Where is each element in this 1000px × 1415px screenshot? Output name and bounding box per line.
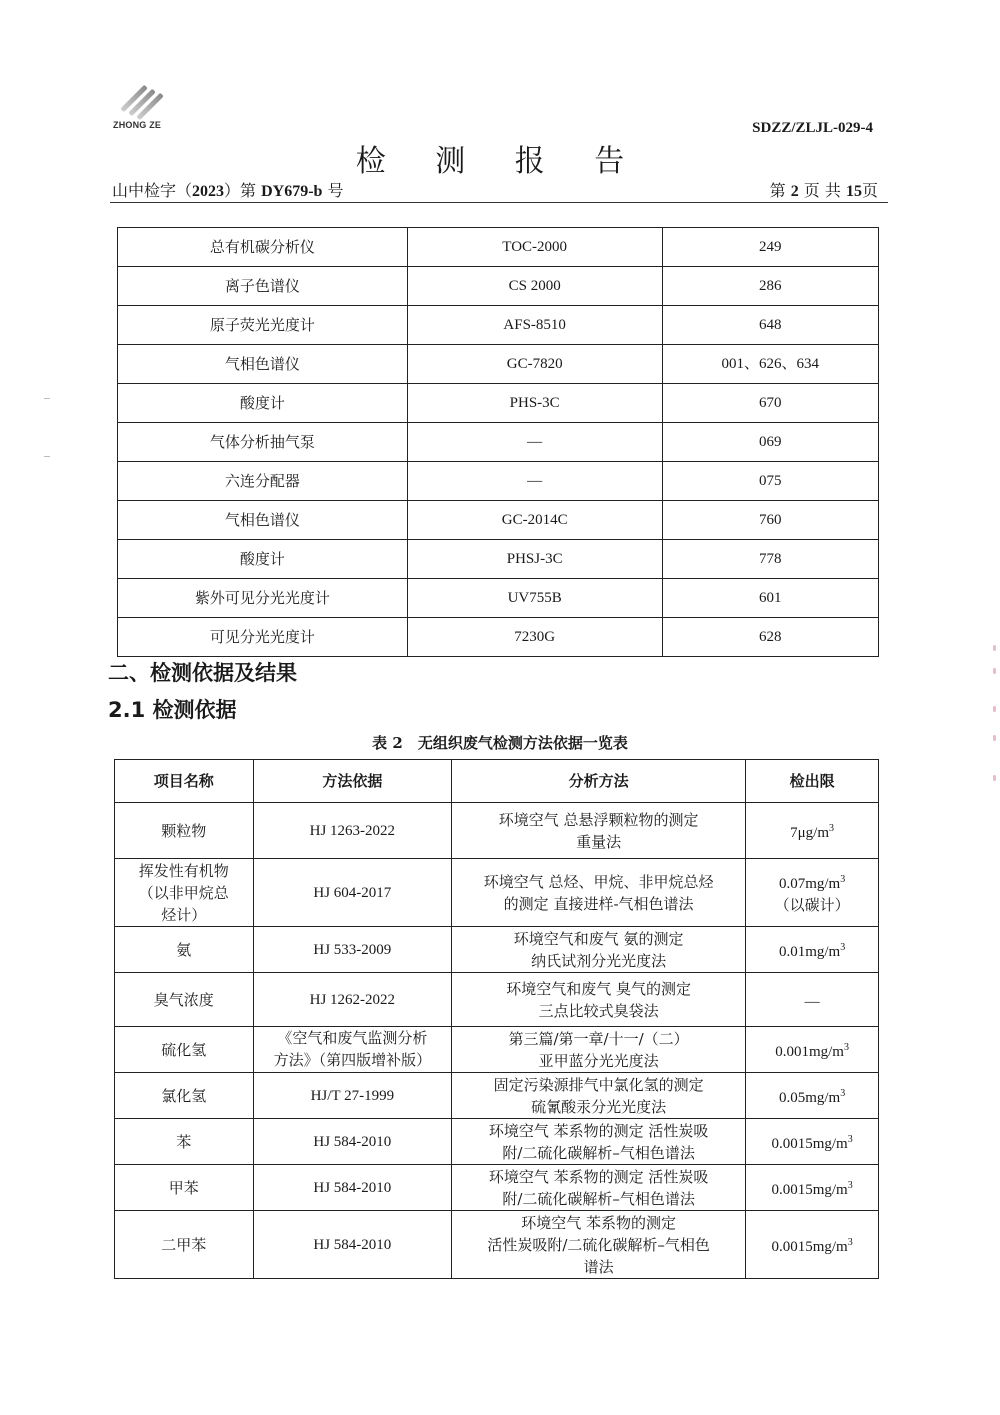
limit-unit-exponent: 3 bbox=[847, 1179, 853, 1191]
equipment-number: 069 bbox=[662, 423, 879, 462]
equipment-name: 可见分光光度计 bbox=[118, 618, 408, 657]
limit-value bbox=[750, 987, 874, 1013]
page-current: 2 bbox=[790, 183, 799, 200]
page-indicator bbox=[770, 178, 878, 201]
equipment-row bbox=[118, 579, 879, 618]
page-suffix: 页 bbox=[861, 181, 878, 200]
equipment-name: 酸度计 bbox=[118, 384, 408, 423]
header-method-basis: 方法依据 bbox=[253, 760, 451, 803]
detection-limit bbox=[746, 803, 879, 859]
logo-text: ZHONG ZE bbox=[113, 120, 162, 130]
limit-value bbox=[750, 1232, 874, 1258]
limit-text: 0.0015mg/m bbox=[771, 1181, 848, 1198]
equipment-number: 001、626、634 bbox=[662, 345, 879, 384]
item-name bbox=[115, 859, 254, 927]
equipment-row bbox=[118, 462, 879, 501]
limit-text: 7μg/m bbox=[790, 824, 830, 841]
cell-line: 附/二硫化碳解析–气相色谱法 bbox=[502, 1143, 695, 1162]
cell-line: 附/二硫化碳解析–气相色谱法 bbox=[502, 1189, 695, 1208]
cell-line: 甲苯 bbox=[168, 1178, 199, 1197]
header-analysis-method: 分析方法 bbox=[452, 760, 746, 803]
equipment-model: GC-2014C bbox=[407, 501, 662, 540]
equipment-row bbox=[118, 228, 879, 267]
report-id: DY679-b bbox=[261, 183, 323, 200]
limit-unit-exponent: 3 bbox=[840, 941, 846, 953]
item-name bbox=[115, 1073, 254, 1119]
item-name bbox=[115, 803, 254, 859]
equipment-model: TOC-2000 bbox=[407, 228, 662, 267]
item-name bbox=[115, 1119, 254, 1165]
equipment-number: 286 bbox=[662, 267, 879, 306]
cell-line: HJ 584-2010 bbox=[313, 1236, 392, 1253]
cell-line: 环境空气和废气 臭气的测定 bbox=[506, 979, 691, 998]
method-row bbox=[115, 1027, 879, 1073]
cell-line: 固定污染源排气中氯化氢的测定 bbox=[493, 1075, 704, 1094]
page-title: 检 测 报 告 bbox=[355, 144, 645, 179]
cell-line: 的测定 直接进样-气相色谱法 bbox=[503, 894, 694, 913]
equipment-table bbox=[117, 227, 879, 657]
equipment-row bbox=[118, 345, 879, 384]
page-prefix: 第 bbox=[769, 181, 791, 200]
limit-unit-exponent: 3 bbox=[843, 1041, 849, 1053]
seal-mark bbox=[993, 706, 996, 712]
item-name bbox=[115, 973, 254, 1027]
equipment-name: 气体分析抽气泵 bbox=[118, 423, 408, 462]
method-row bbox=[115, 973, 879, 1027]
limit-note: （以碳计） bbox=[774, 897, 850, 914]
limit-text: 0.01mg/m bbox=[778, 943, 841, 960]
cell-line: 臭气浓度 bbox=[153, 990, 214, 1009]
equipment-model: — bbox=[407, 423, 662, 462]
cell-line: 环境空气 总悬浮颗粒物的测定 bbox=[498, 810, 699, 829]
equipment-name: 原子荧光光度计 bbox=[118, 306, 408, 345]
header-item-name: 项目名称 bbox=[115, 760, 254, 803]
equipment-number: 628 bbox=[662, 618, 879, 657]
item-name bbox=[115, 1027, 254, 1073]
limit-text: 0.0015mg/m bbox=[771, 1238, 848, 1255]
detection-limit bbox=[746, 1119, 879, 1165]
cell-line: 《空气和废气监测分析 bbox=[277, 1030, 428, 1047]
cell-line: 三点比较式臭袋法 bbox=[538, 1001, 659, 1020]
equipment-name: 离子色谱仪 bbox=[118, 267, 408, 306]
scan-mark bbox=[44, 398, 50, 399]
report-number-prefix: 山中检字（ bbox=[112, 181, 193, 200]
equipment-model: AFS-8510 bbox=[407, 306, 662, 345]
limit-text: 0.05mg/m bbox=[778, 1089, 841, 1106]
header-divider bbox=[110, 202, 888, 203]
method-basis bbox=[253, 1211, 451, 1279]
limit-value bbox=[750, 1129, 874, 1155]
equipment-name: 气相色谱仪 bbox=[118, 345, 408, 384]
cell-line: 硫化氢 bbox=[161, 1040, 207, 1059]
cell-line: 烃计） bbox=[161, 905, 207, 924]
cell-line: 氯化氢 bbox=[161, 1086, 207, 1105]
method-basis bbox=[253, 1165, 451, 1211]
cell-line: HJ 604-2017 bbox=[313, 884, 392, 901]
detection-limit bbox=[746, 1211, 879, 1279]
equipment-name: 酸度计 bbox=[118, 540, 408, 579]
equipment-number: 648 bbox=[662, 306, 879, 345]
equipment-name: 紫外可见分光光度计 bbox=[118, 579, 408, 618]
cell-line: 环境空气 苯系物的测定 bbox=[521, 1213, 676, 1232]
limit-text: 0.07mg/m bbox=[778, 875, 841, 892]
subsection-heading: 2.1 检测依据 bbox=[108, 698, 237, 722]
equipment-row bbox=[118, 501, 879, 540]
document-code: SDZZ/ZLJL-029-4 bbox=[752, 120, 873, 136]
analysis-method bbox=[452, 1119, 746, 1165]
method-basis bbox=[253, 973, 451, 1027]
cell-line: HJ 533-2009 bbox=[313, 941, 392, 958]
equipment-number: 075 bbox=[662, 462, 879, 501]
cell-line: 重量法 bbox=[576, 832, 622, 851]
method-basis bbox=[253, 1027, 451, 1073]
equipment-name: 六连分配器 bbox=[118, 462, 408, 501]
limit-text: 0.0015mg/m bbox=[771, 1135, 848, 1152]
cell-line: 颗粒物 bbox=[161, 821, 207, 840]
detection-limit bbox=[746, 859, 879, 927]
method-basis bbox=[253, 1073, 451, 1119]
method-basis bbox=[253, 803, 451, 859]
equipment-number: 249 bbox=[662, 228, 879, 267]
limit-unit-exponent: 3 bbox=[847, 1236, 853, 1248]
method-row bbox=[115, 803, 879, 859]
equipment-number: 760 bbox=[662, 501, 879, 540]
equipment-row bbox=[118, 540, 879, 579]
seal-mark bbox=[993, 668, 996, 674]
equipment-row bbox=[118, 306, 879, 345]
company-logo bbox=[108, 74, 172, 134]
method-table bbox=[114, 759, 879, 1279]
equipment-model: PHSJ-3C bbox=[407, 540, 662, 579]
analysis-method bbox=[452, 859, 746, 927]
equipment-row bbox=[118, 423, 879, 462]
method-row bbox=[115, 1165, 879, 1211]
equipment-name: 总有机碳分析仪 bbox=[118, 228, 408, 267]
cell-line: 环境空气 苯系物的测定 活性炭吸 bbox=[488, 1167, 709, 1186]
analysis-method bbox=[452, 1165, 746, 1211]
cell-line: HJ 1262-2022 bbox=[309, 991, 396, 1008]
report-year: 2023 bbox=[192, 183, 225, 200]
detection-limit bbox=[746, 1165, 879, 1211]
cell-line: 谱法 bbox=[583, 1257, 614, 1276]
equipment-row bbox=[118, 618, 879, 657]
equipment-model: PHS-3C bbox=[407, 384, 662, 423]
analysis-method bbox=[452, 1027, 746, 1073]
cell-line: 挥发性有机物 bbox=[138, 861, 229, 880]
method-row bbox=[115, 927, 879, 973]
method-basis bbox=[253, 859, 451, 927]
limit-unit-exponent: 3 bbox=[840, 1087, 846, 1099]
cell-line: 氨 bbox=[176, 940, 192, 959]
method-row bbox=[115, 1211, 879, 1279]
seal-mark bbox=[993, 735, 996, 741]
cell-line: （以非甲烷总 bbox=[138, 883, 229, 902]
cell-line: 第三篇/第一章/十一/（二） bbox=[508, 1029, 689, 1048]
seal-mark bbox=[993, 645, 996, 651]
report-number bbox=[112, 178, 344, 201]
page-mid: 页 共 bbox=[798, 181, 846, 200]
limit-value bbox=[750, 937, 874, 963]
cell-line: HJ/T 27-1999 bbox=[310, 1087, 395, 1104]
limit-unit-exponent: 3 bbox=[847, 1133, 853, 1145]
limit-text: — bbox=[804, 993, 820, 1010]
equipment-row bbox=[118, 384, 879, 423]
cell-line: 方法》（第四版增补版） bbox=[273, 1052, 432, 1069]
limit-value bbox=[750, 1083, 874, 1109]
cell-line: 环境空气 苯系物的测定 活性炭吸 bbox=[488, 1121, 709, 1140]
limit-value bbox=[750, 818, 874, 844]
equipment-number: 778 bbox=[662, 540, 879, 579]
cell-line: 活性炭吸附/二硫化碳解析–气相色 bbox=[487, 1235, 710, 1254]
equipment-model: GC-7820 bbox=[407, 345, 662, 384]
scan-mark bbox=[44, 456, 50, 457]
cell-line: HJ 1263-2022 bbox=[309, 822, 396, 839]
detection-limit bbox=[746, 1027, 879, 1073]
equipment-number: 670 bbox=[662, 384, 879, 423]
table-caption: 表 2 无组织废气检测方法依据一览表 bbox=[372, 734, 628, 752]
equipment-model: CS 2000 bbox=[407, 267, 662, 306]
limit-unit-exponent: 3 bbox=[829, 822, 835, 834]
equipment-model: 7230G bbox=[407, 618, 662, 657]
cell-line: 亚甲蓝分光光度法 bbox=[538, 1051, 659, 1070]
limit-value bbox=[750, 1037, 874, 1063]
analysis-method bbox=[452, 803, 746, 859]
analysis-method bbox=[452, 973, 746, 1027]
section-heading: 二、检测依据及结果 bbox=[108, 661, 297, 685]
analysis-method bbox=[452, 927, 746, 973]
equipment-row bbox=[118, 267, 879, 306]
cell-line: 苯 bbox=[176, 1132, 192, 1151]
report-number-mid: ）第 bbox=[224, 181, 262, 200]
item-name bbox=[115, 1165, 254, 1211]
limit-value bbox=[750, 1175, 874, 1201]
seal-mark bbox=[993, 775, 996, 781]
item-name bbox=[115, 927, 254, 973]
equipment-model: — bbox=[407, 462, 662, 501]
cell-line: 硫氰酸汞分光光度法 bbox=[531, 1097, 667, 1116]
limit-unit-exponent: 3 bbox=[840, 873, 846, 885]
cell-line: 纳氏试剂分光光度法 bbox=[531, 951, 667, 970]
method-row bbox=[115, 1119, 879, 1165]
limit-value bbox=[750, 869, 874, 895]
page-total: 15 bbox=[845, 183, 862, 200]
cell-line: 环境空气 总烃、甲烷、非甲烷总烃 bbox=[483, 872, 714, 891]
method-table-header-row bbox=[115, 760, 879, 803]
method-basis bbox=[253, 927, 451, 973]
detection-limit bbox=[746, 927, 879, 973]
report-number-suffix: 号 bbox=[322, 181, 344, 200]
detection-limit bbox=[746, 973, 879, 1027]
cell-line: HJ 584-2010 bbox=[313, 1133, 392, 1150]
cell-line: 环境空气和废气 氨的测定 bbox=[513, 929, 684, 948]
item-name bbox=[115, 1211, 254, 1279]
header-detection-limit: 检出限 bbox=[746, 760, 879, 803]
method-row bbox=[115, 859, 879, 927]
method-row bbox=[115, 1073, 879, 1119]
method-basis bbox=[253, 1119, 451, 1165]
equipment-model: UV755B bbox=[407, 579, 662, 618]
logo-stripes-icon bbox=[120, 78, 160, 114]
detection-limit bbox=[746, 1073, 879, 1119]
equipment-name: 气相色谱仪 bbox=[118, 501, 408, 540]
analysis-method bbox=[452, 1211, 746, 1279]
cell-line: HJ 584-2010 bbox=[313, 1179, 392, 1196]
analysis-method bbox=[452, 1073, 746, 1119]
cell-line: 二甲苯 bbox=[161, 1235, 207, 1254]
equipment-number: 601 bbox=[662, 579, 879, 618]
limit-text: 0.001mg/m bbox=[775, 1043, 844, 1060]
